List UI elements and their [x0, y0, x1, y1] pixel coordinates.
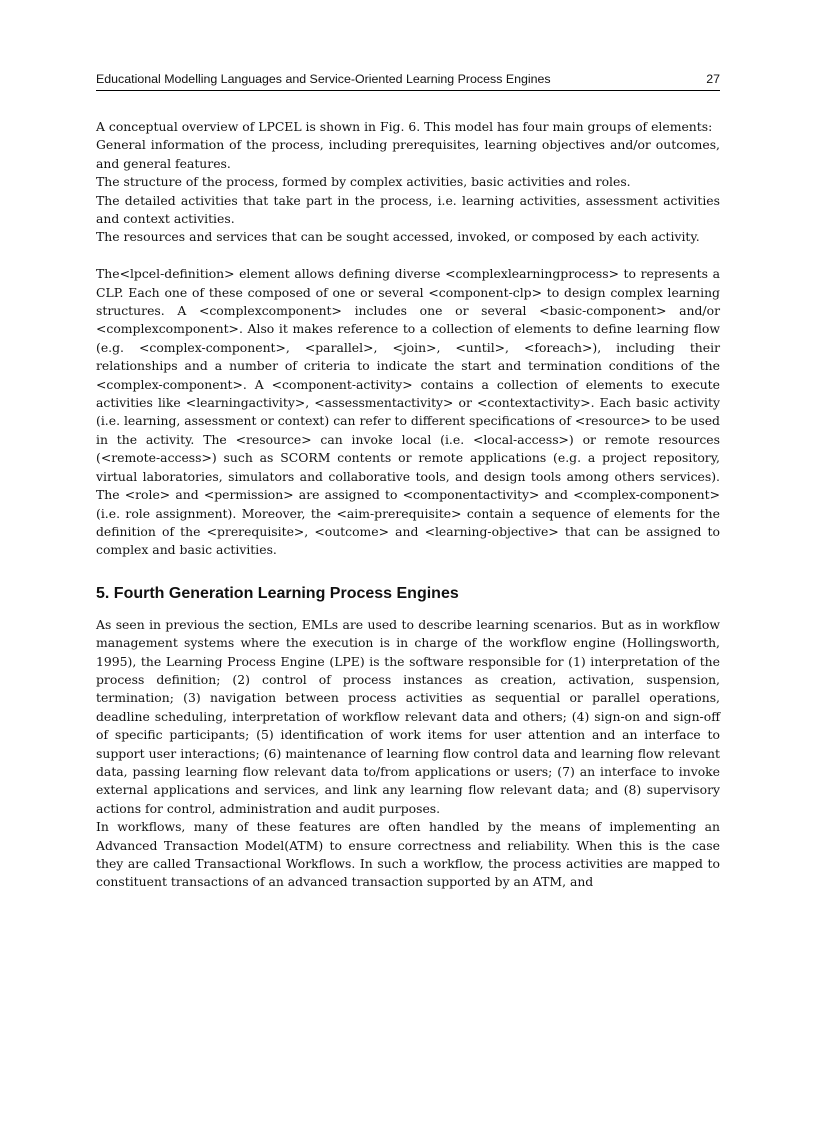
running-title: Educational Modelling Languages and Service-Oriented Learning Process Engines: [96, 72, 551, 86]
intro-item: The structure of the process, formed by complex activities, basic activities and roles.: [96, 174, 631, 190]
section-paragraph: In workflows, many of these features are often handled by the means of implementing an Advanced Transaction Model(ATM) to ensure correctness and reliability. When this is the case they are called Transactional Workflows. In such a workflow, the process activities are mapped to constituent transactions of an advanced transaction supported by an ATM, and: [96, 819, 720, 890]
intro-item: The resources and services that can be sought accessed, invoked, or composed by each activity.: [96, 229, 700, 245]
section-paragraph: As seen in previous the section, EMLs are used to describe learning scenarios. But as in workflow management systems where the execution is in charge of the workflow engine (Hollingsworth, 1995), the Learning Process Engine (LPE) is the software responsible for (1) interpretation of the process definition; (2) control of process instances as creation, activation, suspension, termination; (3) navigation between process activities as sequential or parallel operations, deadline scheduling, interpretation of workflow relevant data and others; (4) sign-on and sign-off of specific participants; (5) identification of work items for user attention and an interface to support user interactions; (6) maintenance of learning flow control data and learning flow relevant data, passing learning flow relevant data to/from applications or users; (7) an interface to invoke external applications and services, and link any learning flow relevant data; and (8) supervisory actions for control, administration and audit purposes.: [96, 616, 720, 816]
intro-item: General information of the process, including prerequisites, learning objectives and/or outcomes, and general features.: [96, 137, 720, 171]
running-header: [96, 70, 720, 91]
paragraph-spacer: [96, 247, 720, 265]
definition-paragraph: The<lpcel-definition> element allows defining diverse <complexlearningprocess> to represents a CLP. Each one of these composed of one or several <component-clp> to design complex learning structures. A <complexcomponent> includes one or several <basic-component> and/or <complexcomponent>. Also it makes reference to a collection of elements to define learning flow (e.g. <complex-component>, <parallel>, <join>, <until>, <foreach>), including their relationships and a number of criteria to indicate the start and termination conditions of the <complex-component>. A <component-activity> contains a collection of elements to execute activities like <learningactivity>, <assessmentactivity> or <contextactivity>. Each basic activity (i.e. learning, assessment or context) can refer to different specifications of <resource> to be used in the activity. The <resource> can invoke local (i.e. <local-access>) or remote resources (<remote-access>) such as SCORM contents or remote applications (e.g. a project repository, virtual laboratories, simulators and collaborative tools, and design tools among others services). The <role> and <permission> are assigned to <componentactivity> and <complex-component> (i.e. role assignment). Moreover, the <aim-prerequisite> contain a sequence of elements for the definition of the <prerequisite>, <outcome> and <learning-objective> that can be assigned to complex and basic activities.: [96, 266, 720, 558]
body-text: [96, 118, 720, 892]
page-number: 27: [706, 72, 720, 86]
intro-lead: A conceptual overview of LPCEL is shown in Fig. 6. This model has four main groups of elements:: [96, 119, 713, 134]
intro-item: The detailed activities that take part in the process, i.e. learning activities, assessment activities and context activities.: [96, 192, 720, 227]
section-heading: 5. Fourth Generation Learning Process Engines: [96, 584, 459, 602]
